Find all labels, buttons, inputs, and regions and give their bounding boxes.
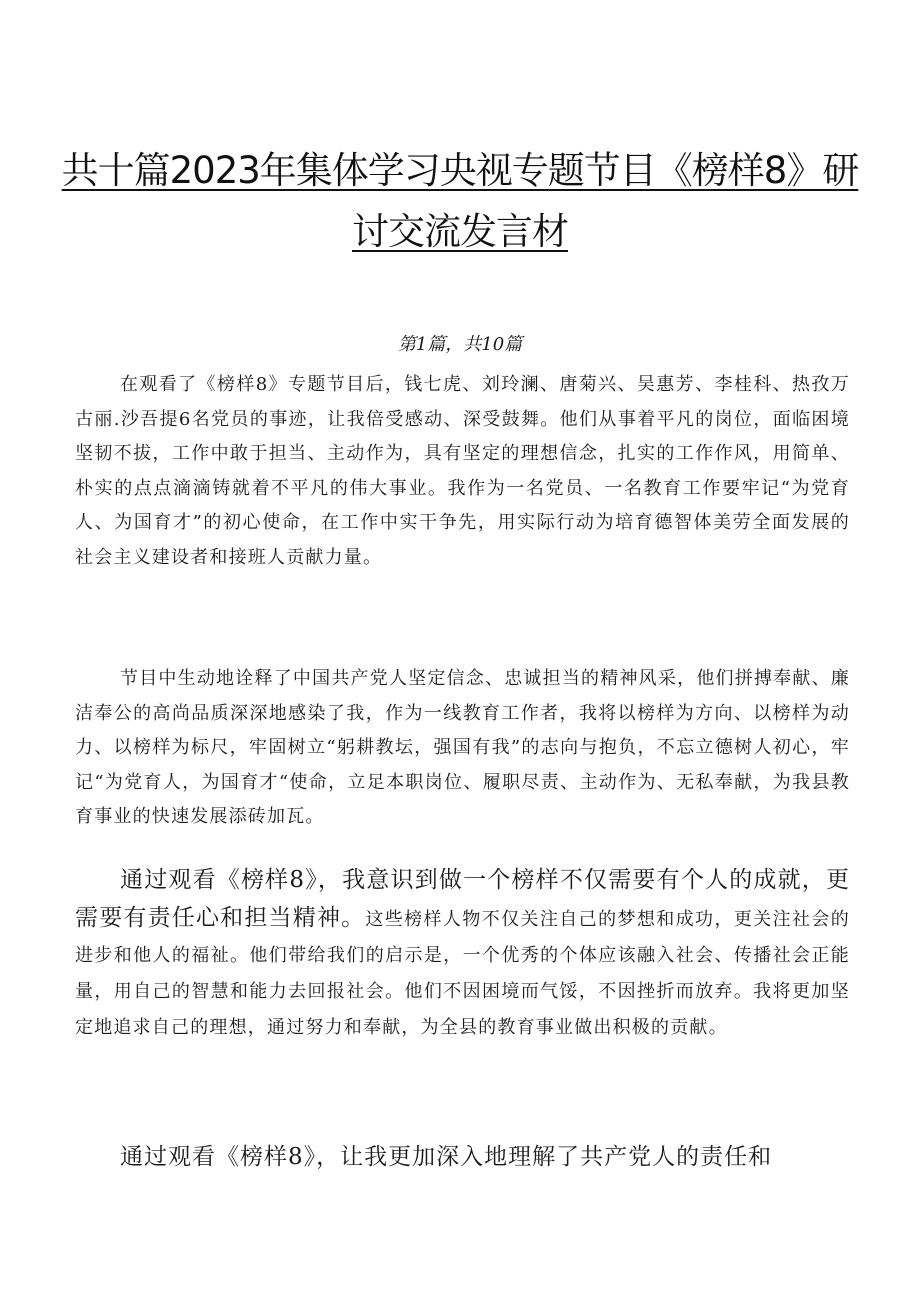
part-heading: 第1篇，共10篇 (397, 334, 523, 355)
paragraph-4-lead: 通过观看《榜样8》，让我更加深入地理解了共产党人的责任和 (120, 1144, 773, 1170)
paragraph-3-lead: 通过观看《榜样8》，我意识到做一个榜样不仅需要有个人的成就，更需要有责任心和担当精神。 (75, 867, 850, 931)
paragraph-4 (75, 1140, 850, 1177)
paragraph-3 (75, 862, 850, 1046)
paragraph-1: 在观看了《榜样8》专题节目后，钱七虎、刘玲澜、唐菊兴、吴惠芳、李桂科、热孜万古丽.沙吾提6名党员的事迹，让我倍受感动、深受鼓舞。他们从事着平凡的岗位，面临困境坚韧不拔，工作中敢于担当、主动作为，具有坚定的理想信念，扎实的工作作风，用简单、朴实的点点滴滴铸就着不平凡的伟大事业。我作为一名党员、一名教育工作要牢记“为党育人、为国育才”的初心使命，在工作中实干争先，用实际行动为培育德智体美劳全面发展的社会主义建设者和接班人贡献力量。 (75, 374, 850, 568)
document-title-line-2: 讨交流发言材 (352, 210, 568, 253)
document-title-line-1: 共十篇2023年集体学习央视专题节目《榜样8》研 (61, 149, 859, 192)
paragraph-3-rest: 这些榜样人物不仅关注自己的梦想和成功，更关注社会的进步和他人的福祉。他们带给我们的启示是，一个优秀的个体应该融入社会、传播社会正能量，用自己的智慧和能力去回报社会。他们不因困境而气馁，不因挫折而放弃。我将更加坚定地追求自己的理想，通过努力和奉献，为全县的教育事业做出积极的贡献。 (75, 909, 851, 1038)
paragraph-2: 节目中生动地诠释了中国共产党人坚定信念、忠诚担当的精神风采，他们拼搏奉献、廉洁奉公的高尚品质深深地感染了我，作为一线教育工作者，我将以榜样为方向、以榜样为动力、以榜样为标尺，牢固树立“躬耕教坛，强国有我”的志向与抱负，不忘立德树人初心，牢记“为党育人，为国育才“使命，立足本职岗位、履职尽责、主动作为、无私奉献，为我县教育事业的快速发展添砖加瓦。 (75, 668, 850, 827)
